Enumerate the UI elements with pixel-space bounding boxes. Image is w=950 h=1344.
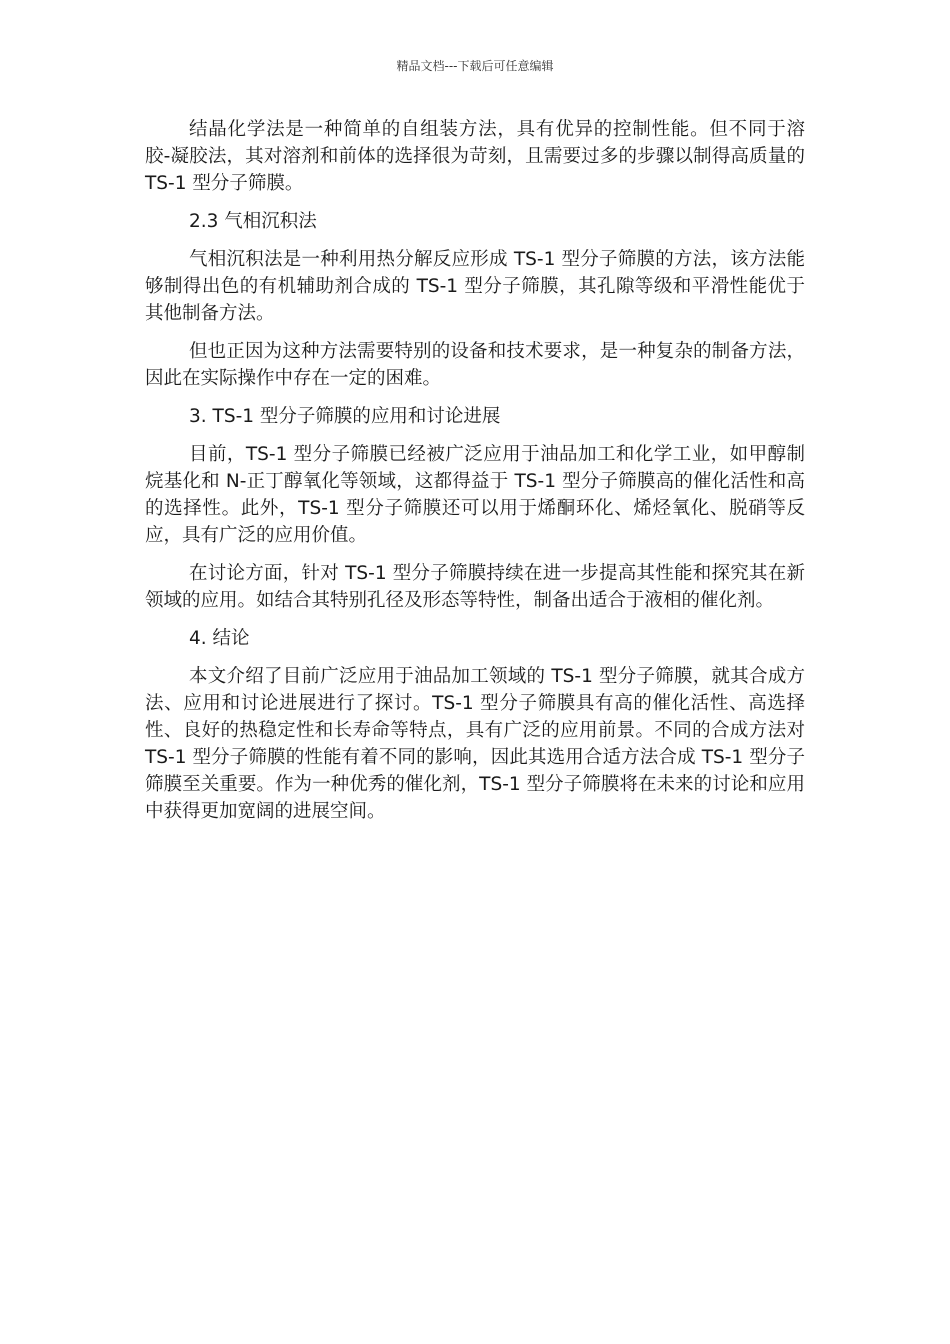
paragraph-discussion: 在讨论方面，针对 TS-1 型分子筛膜持续在进一步提高其性能和探究其在新领域的应用。如结合其特别孔径及形态等特性，制备出适合于液相的催化剂。: [145, 563, 805, 611]
section-heading-vapor-deposition: 2.3 气相沉积法: [189, 211, 317, 232]
paragraph-vapor-deposition-difficulty: 但也正因为这种方法需要特别的设备和技术要求，是一种复杂的制备方法，因此在实际操作中存在一定的困难。: [145, 341, 805, 389]
paragraph-crystal-chemistry: 结晶化学法是一种简单的自组装方法，具有优异的控制性能。但不同于溶胶-凝胶法，其对溶剂和前体的选择很为苛刻，且需要过多的步骤以制得高质量的 TS-1 型分子筛膜。: [145, 119, 805, 194]
section-heading-conclusion: 4. 结论: [189, 628, 250, 649]
paragraph-vapor-deposition: 气相沉积法是一种利用热分解反应形成 TS-1 型分子筛膜的方法，该方法能够制得出色的有机辅助剂合成的 TS-1 型分子筛膜，其孔隙等级和平滑性能优于其他制备方法。: [145, 249, 805, 324]
page-header: 精品文档---下载后可任意编辑: [396, 59, 554, 73]
paragraph-conclusion: 本文介绍了目前广泛应用于油品加工领域的 TS-1 型分子筛膜，就其合成方法、应用和讨论进展进行了探讨。TS-1 型分子筛膜具有高的催化活性、高选择性、良好的热稳定性和长寿命等特点，具有广泛的应用前景。不同的合成方法对 TS-1 型分子筛膜的性能有着不同的影响，因此其选用合适方法合成 TS-1 型分子筛膜至关重要。作为一种优秀的催化剂，TS-1 型分子筛膜将在未来的讨论和应用中获得更加宽阔的进展空间。: [145, 666, 805, 822]
document-body: [145, 116, 805, 836]
section-heading-applications: 3. TS-1 型分子筛膜的应用和讨论进展: [189, 406, 501, 427]
paragraph-applications: 目前，TS-1 型分子筛膜已经被广泛应用于油品加工和化学工业，如甲醇制烷基化和 N-正丁醇氧化等领域，这都得益于 TS-1 型分子筛膜高的催化活性和高的选择性。此外，TS-1 型分子筛膜还可以用于烯酮环化、烯烃氧化、脱硝等反应，具有广泛的应用价值。: [145, 444, 805, 546]
